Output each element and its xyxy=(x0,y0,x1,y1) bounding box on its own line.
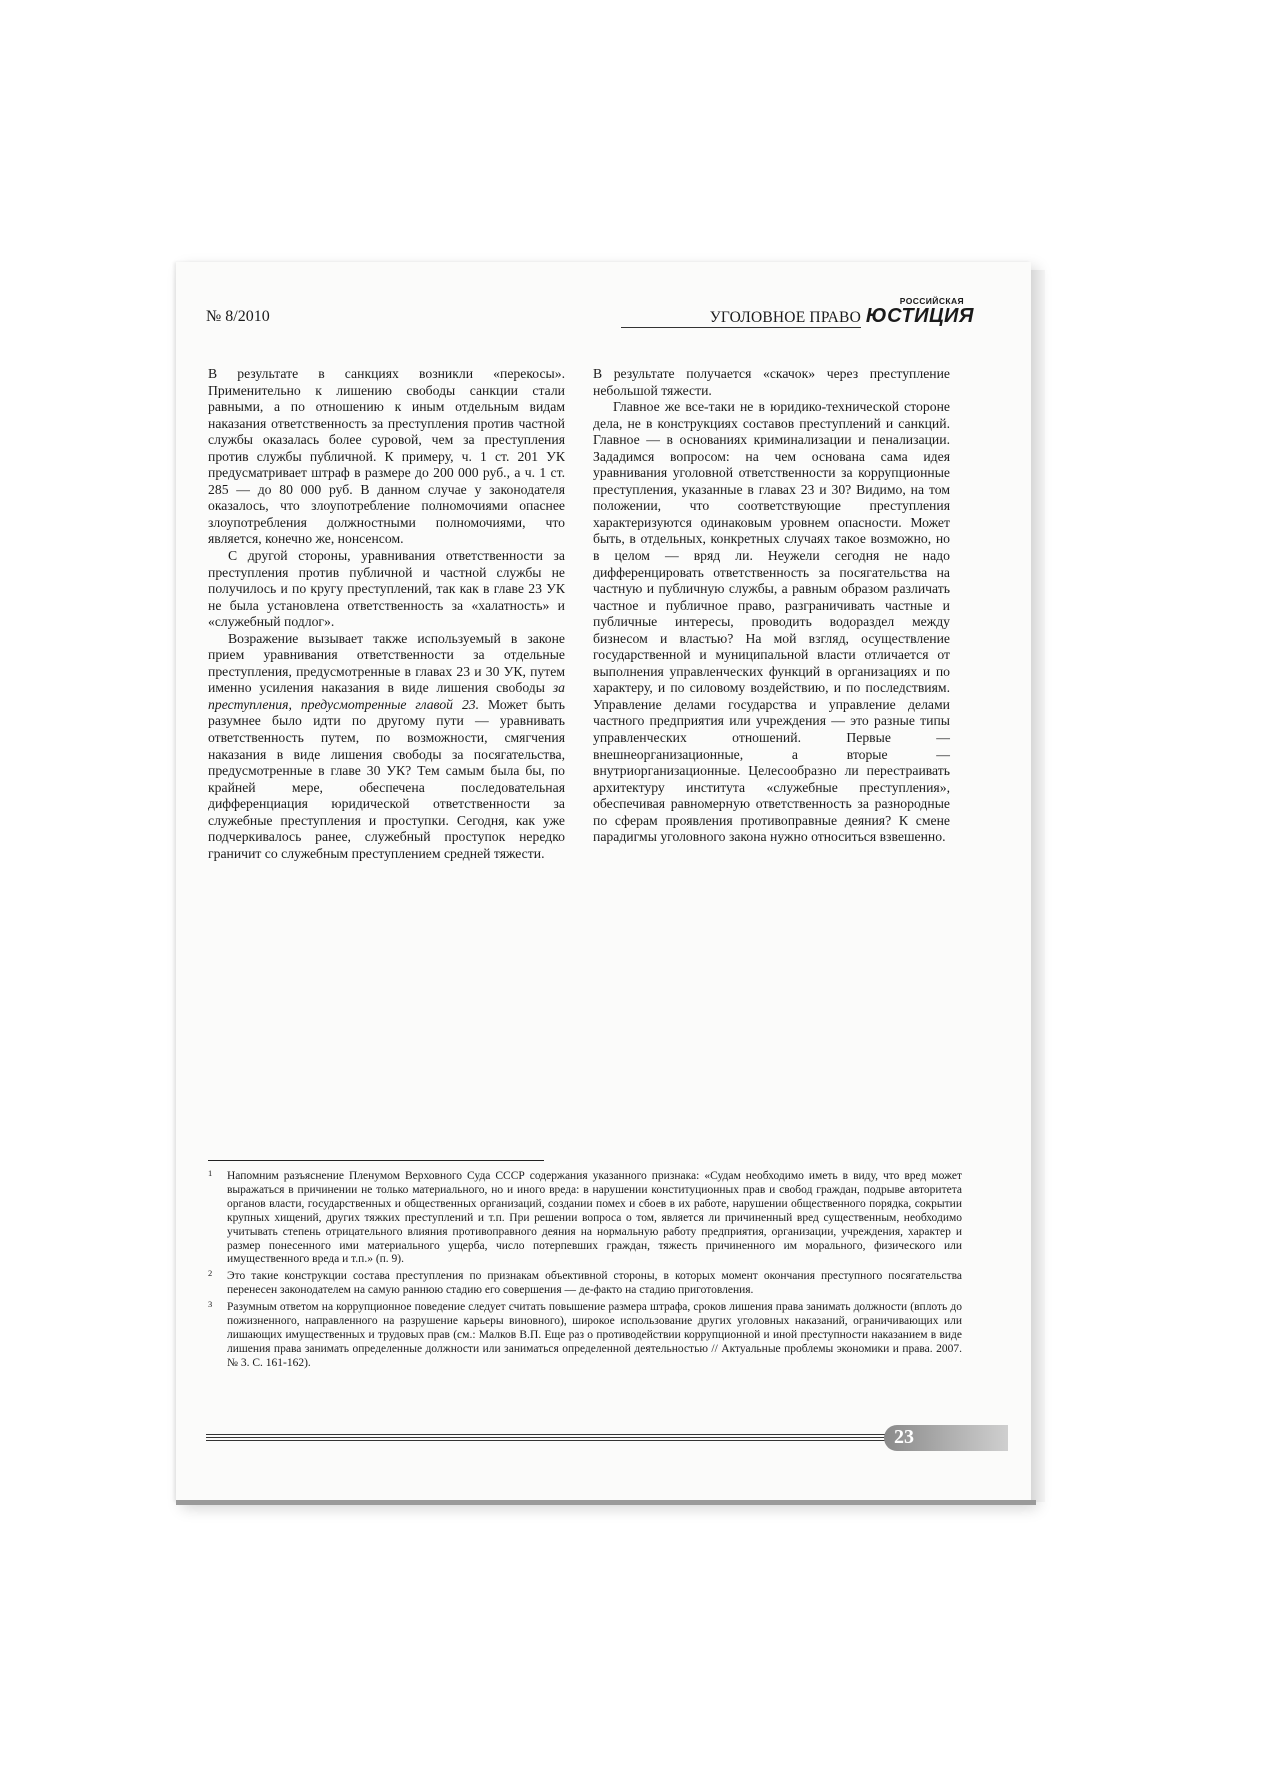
journal-logo xyxy=(866,296,974,326)
paragraph-text: Возражение вызывает также используемый в законе прием уравнивания ответственности за отдельные преступления, предусмотренные в главах 23 и 30 УК, путем именно усиления наказания в виде лишения свободы xyxy=(208,630,565,696)
page-header xyxy=(206,296,974,327)
footer-rule xyxy=(206,1437,906,1438)
footnote-text: Это такие конструкции состава преступления по признакам объективной стороны, в которых момент окончания преступного посягательства перенесен законодателем на самую раннюю стадию его совершения — де-факто на стадию приготовления. xyxy=(227,1270,962,1297)
page-edge-shadow xyxy=(1031,270,1045,1502)
left-column xyxy=(208,366,565,862)
journal-logo-top: РОССИЙСКАЯ xyxy=(899,296,964,306)
footnote-text: Разумным ответом на коррупционное поведение следует считать повышение размера штрафа, сроков лишения права занимать должности (вплоть до пожизненного, направленного на разрушение карьеры виновного), широкое использование других уголовных наказаний, ограничивающих или лишающих имущественных и трудовых прав (см.: Малков В.П. Еще раз о противодействии коррупционной и иной преступности наказанием в виде лишения права занимать определенные должности или заниматься определенной деятельностью // Актуальные проблемы экономики и права. 2007. № 3. С. 161-162). xyxy=(227,1301,962,1369)
issue-number: № 8/2010 xyxy=(206,308,270,325)
paragraph: Главное же все-таки не в юридико-технической стороне дела, не в конструкциях составов преступлений и санкций. Главное — в основаниях криминализации и пенализации. Зададимся вопросом: на чем основана сама идея уравнивания уголовной ответственности за коррупционные преступления, указанные в главах 23 и 30? Видимо, на том положении, что соответствующие преступления характеризуются одинаковым уровнем опасности. Может быть, в отдельных, конкретных случаях такое возможно, но в целом — вряд ли. Неужели сегодня не надо дифференцировать ответственность за посягательства на частную и публичную службы, а равным образом различать частное и публичное право, разграничивать частные и публичные интересы, проводить водораздел между бизнесом и властью? На мой взгляд, осуществление государственной и муниципальной власти отличается от выполнения управленческих функций в организациях и по характеру, и по силовому воздействию, и по последствиям. Управление делами государства и управление делами частного предприятия или учреждения — это разные типы управленческих отношений. Первые — внешнеорганизационные, а вторые — внутриорганизационные. Целесообразно ли перестраивать архитектуру института «служебные преступления», обеспечивая равномерную ответственность за разнородные по сферам проявления противоправные деяния? К смене парадигмы уголовного закона нужно относиться взвешенно. xyxy=(593,399,950,845)
paragraph: В результате в санкциях возникли «перекосы». Применительно к лишению свободы санкции стали равными, а по отношению к иным отдельным видам наказания ответственность за преступления против частной службы оказалась более суровой, чем за преступления против службы публичной. К примеру, ч. 1 ст. 201 УК предусматривает штраф в размере до 200 000 руб., а ч. 1 ст. 285 — до 80 000 руб. В данном случае у законодателя оказалось, что злоупотребление полномочиями опаснее злоупотребления должностными полномочиями, что является, конечно же, нонсенсом. xyxy=(208,366,565,547)
emphasis-text: за преступления, предусмотренные главой 23. xyxy=(208,680,565,712)
paragraph: В результате получается «скачок» через преступление небольшой тяжести. xyxy=(593,366,950,398)
page-bottom-edge xyxy=(176,1500,1036,1505)
journal-logo-main: ЮСТИЦИЯ xyxy=(865,305,974,327)
footnotes xyxy=(208,1170,962,1374)
footnote-number: 3 xyxy=(208,1299,213,1310)
footnote xyxy=(208,1301,962,1371)
footer-rule xyxy=(206,1434,906,1435)
right-column xyxy=(593,366,950,846)
footnote-divider xyxy=(208,1160,544,1161)
page-number-badge xyxy=(884,1425,1008,1451)
header-rule xyxy=(621,327,861,328)
footnote-number: 1 xyxy=(208,1168,213,1178)
footnote xyxy=(208,1170,962,1267)
paragraph xyxy=(208,631,565,863)
paragraph: С другой стороны, уравнивания ответственности за преступления против публичной и частной службы не получилось и по кругу преступлений, так как в главе 23 УК не была установлена ответственность за «халатность» и «служебный подлог». xyxy=(208,548,565,630)
paragraph-text: Может быть разумнее было идти по другому пути — уравнивать ответственность путем, по возможности, смягчения наказания в виде лишения свободы за посягательства, предусмотренные в главе 30 УК? Тем самым была бы, по крайней мере, обеспечена последовательная дифференциация юридической ответственности за служебные преступления и проступки. Сегодня, как уже подчеркивалось ранее, служебный проступок нередко граничит со служебным преступлением средней тяжести. xyxy=(208,696,565,861)
footnote-text: Напомним разъяснение Пленумом Верховного Суда СССР содержания указанного признака: «Судам необходимо иметь в виду, что вред может выражаться в причинении не только материального, но и иного вреда: в нарушении конституционных прав и свобод граждан, подрыве авторитета органов власти, государственных и общественных организаций, создании помех и сбоев в их работе, нарушении общественного порядка, сокрытии крупных хищений, других тяжких преступлений и т.п. При решении вопроса о том, является ли причиненный вред существенным, необходимо учитывать степень отрицательного влияния противоправного деяния на нормальную работу предприятия, организации, учреждения, характер и размер понесенного ими материального ущерба, число потерпевших граждан, тяжесть причиненного им морального, физического или имущественного вреда и т.п.» (п. 9). xyxy=(227,1170,962,1266)
footnote-number: 2 xyxy=(208,1268,213,1279)
page-number: 23 xyxy=(894,1426,914,1448)
footer-rules xyxy=(206,1434,906,1442)
footer-rule xyxy=(206,1440,906,1441)
footnote xyxy=(208,1270,962,1298)
section-title: УГОЛОВНОЕ ПРАВО xyxy=(709,309,861,326)
